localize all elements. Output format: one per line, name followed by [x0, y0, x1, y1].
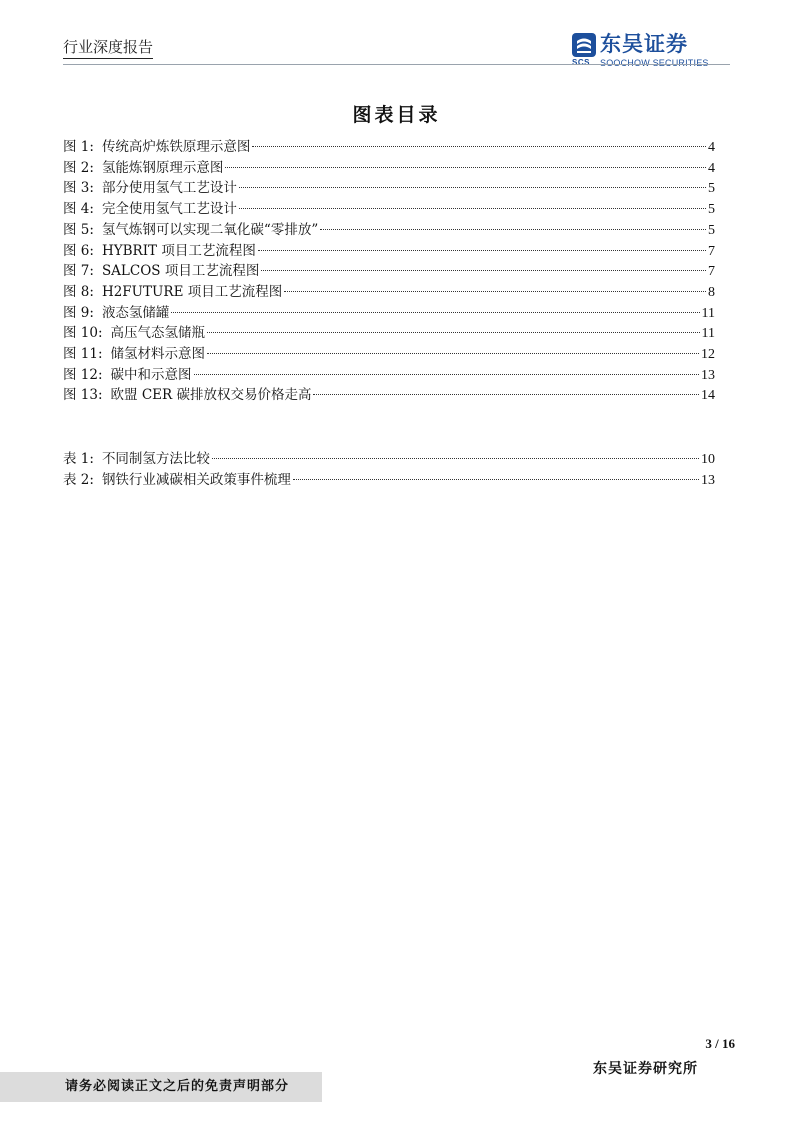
toc-entry-label: [63, 365, 192, 385]
toc-figure-entry[interactable]: [63, 158, 715, 178]
toc-entry-page: 11: [701, 305, 715, 321]
toc-entry-title: 高压气态氢储瓶: [110, 325, 206, 342]
toc-entry-label: [63, 241, 256, 261]
toc-leader-dots: [258, 250, 706, 251]
toc-title: 图表目录: [352, 104, 441, 126]
header-divider: [63, 64, 730, 65]
toc-entry-prefix: 图 11:: [63, 346, 103, 362]
toc-entry-title: SALCOS 项目工艺流程图: [101, 263, 260, 280]
toc-entry-page: 5: [708, 181, 715, 197]
toc-entry-label: [63, 303, 169, 323]
toc-entry-prefix: 表 1:: [63, 451, 94, 467]
toc-entry-prefix: 图 13:: [63, 387, 103, 404]
toc-figure-entry[interactable]: [63, 199, 715, 219]
toc-entry-label: [63, 385, 311, 405]
toc-entry-page: 5: [708, 222, 715, 238]
toc-entry-label: [63, 470, 291, 490]
toc-entry-prefix: 图 6:: [63, 242, 94, 259]
toc-entry-page: 10: [701, 452, 715, 467]
toc-entry-label: [63, 261, 259, 281]
toc-entry-prefix: 图 4:: [63, 201, 94, 218]
toc-entry-title: 储氢材料示意图: [110, 346, 206, 362]
toc-figure-entry[interactable]: [63, 178, 715, 198]
toc-entry-label: [63, 199, 237, 219]
toc-figure-entry[interactable]: [63, 365, 715, 385]
toc-entry-label: [63, 158, 223, 178]
toc-leader-dots: [239, 208, 706, 209]
toc-entry-label: [63, 344, 205, 364]
toc-leader-dots: [293, 479, 699, 480]
toc-entry-title: 欧盟 CER 碳排放权交易价格走高: [110, 387, 312, 404]
toc-entry-title: 碳中和示意图: [110, 366, 192, 383]
toc-leader-dots: [225, 167, 706, 168]
toc-entry-page: 11: [701, 326, 715, 342]
toc-entry-prefix: 表 2:: [63, 472, 94, 488]
toc-entry-prefix: 图 1:: [63, 139, 94, 155]
toc-entry-page: 14: [701, 388, 715, 404]
toc-entry-prefix: 图 7:: [63, 263, 94, 280]
toc-table-entry[interactable]: [63, 470, 715, 490]
toc-entry-title: 氢能炼钢原理示意图: [101, 159, 224, 176]
toc-entry-label: [63, 137, 250, 157]
toc-figure-entry[interactable]: [63, 323, 715, 343]
toc-leader-dots: [207, 332, 699, 333]
toc-leader-dots: [284, 291, 706, 292]
toc-figure-entry[interactable]: [63, 282, 715, 302]
toc-leader-dots: [171, 312, 699, 313]
toc-entry-page: 4: [708, 140, 715, 155]
toc-entry-label: [63, 282, 282, 302]
toc-entry-prefix: 图 2:: [63, 159, 94, 176]
footer-disclaimer-notice: 请务必阅读正文之后的免责声明部分: [65, 1079, 290, 1094]
logo-english-name: SOOCHOW SECURITIES: [600, 58, 709, 68]
toc-entry-title: 液态氢储罐: [101, 304, 170, 321]
toc-figure-entry[interactable]: [63, 344, 715, 364]
toc-entry-title: 钢铁行业减碳相关政策事件梳理: [101, 472, 291, 488]
toc-leader-dots: [320, 229, 706, 230]
page-number: 3 / 16: [705, 1036, 735, 1051]
toc-figure-entry[interactable]: [63, 137, 715, 157]
toc-leader-dots: [313, 394, 699, 395]
toc-entry-page: 7: [708, 264, 715, 280]
logo-chinese-name: 东吴证券: [600, 32, 688, 56]
toc-entry-label: [63, 220, 318, 240]
toc-entry-prefix: 图 5:: [63, 221, 94, 238]
footer-institute: 东吴证券研究所: [593, 1061, 698, 1077]
toc-entry-prefix: 图 10:: [63, 325, 103, 342]
toc-leader-dots: [261, 270, 706, 271]
toc-leader-dots: [239, 187, 706, 188]
toc-figure-entry[interactable]: [63, 261, 715, 281]
toc-entry-title: 部分使用氢气工艺设计: [101, 180, 237, 197]
report-type-label: 行业深度报告: [63, 38, 153, 59]
toc-entry-prefix: 图 12:: [63, 366, 103, 383]
toc-leader-dots: [194, 374, 699, 375]
toc-entry-prefix: 图 9:: [63, 304, 94, 321]
toc-entry-title: 传统高炉炼铁原理示意图: [101, 139, 251, 155]
toc-entry-label: [63, 323, 205, 343]
toc-entry-page: 4: [708, 160, 715, 176]
toc-figure-entry[interactable]: [63, 220, 715, 240]
toc-entry-title: 完全使用氢气工艺设计: [101, 201, 237, 218]
toc-entry-page: 13: [701, 367, 715, 383]
toc-entry-title: 不同制氢方法比较: [101, 451, 210, 467]
toc-figure-entry[interactable]: [63, 385, 715, 405]
toc-entry-label: [63, 449, 210, 469]
toc-leader-dots: [212, 458, 699, 459]
toc-leader-dots: [207, 353, 699, 354]
toc-entry-prefix: 图 8:: [63, 283, 94, 300]
toc-entry-page: 13: [701, 473, 715, 488]
toc-entry-page: 12: [701, 347, 715, 362]
toc-figure-entry[interactable]: [63, 241, 715, 261]
toc-entry-label: [63, 178, 237, 198]
toc-figure-entry[interactable]: [63, 303, 715, 323]
toc-entry-title: H2FUTURE 项目工艺流程图: [101, 283, 283, 300]
toc-leader-dots: [252, 146, 706, 147]
toc-entry-page: 7: [708, 243, 715, 259]
logo-abbreviation: SCS: [572, 58, 590, 67]
toc-entry-page: 8: [708, 284, 715, 300]
toc-entry-title: 氢气炼钢可以实现二氧化碳“零排放”: [101, 221, 319, 238]
toc-table-entry[interactable]: [63, 449, 715, 469]
toc-entry-title: HYBRIT 项目工艺流程图: [101, 242, 256, 259]
toc-entry-page: 5: [708, 202, 715, 218]
scs-logo-icon: [572, 33, 596, 57]
toc-entry-prefix: 图 3:: [63, 180, 94, 197]
